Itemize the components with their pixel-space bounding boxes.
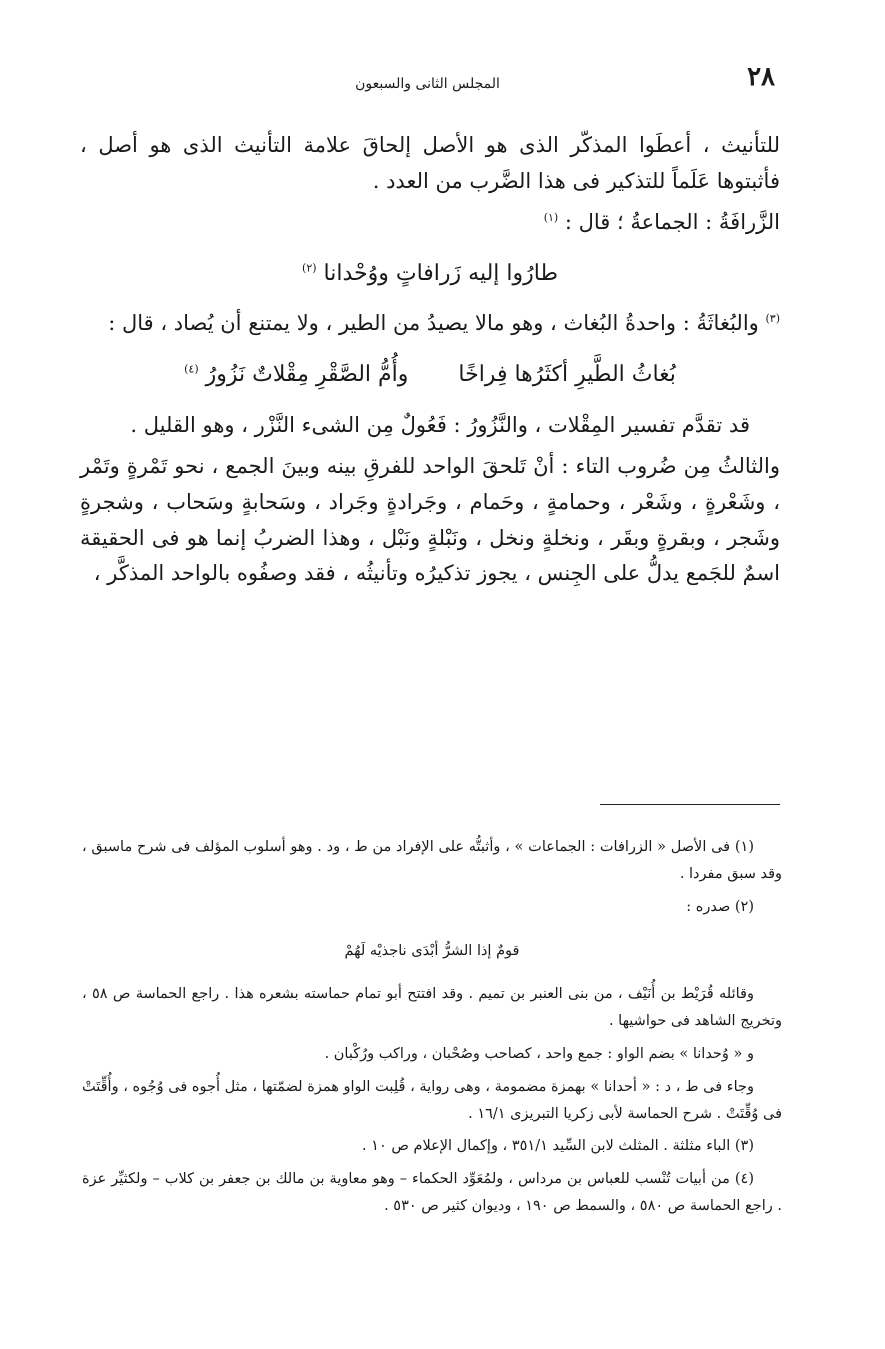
footnote-marker-4: (٤) — [184, 362, 199, 376]
page-header — [80, 62, 775, 102]
paragraph-3-text: والبُغاثَةُ : واحدةُ البُغاث ، وهو مالا يصيدُ من الطير ، ولا يمتنع أن يُصاد ، قال : — [108, 311, 759, 336]
paragraph-5: والثالثُ مِن ضُروب التاء : أنْ تَلحقَ الواحد للفرقِ بينه وبينَ الجمع ، نحو تَمْرةٍ وتَمْر ، وشَعْرةٍ ، وشَعْر ، وحمامةٍ ، وحَمام ، وجَرادةٍ وجَراد ، وسَحابةٍ وسَحاب ، وشجرةٍ وشَجر ، وبقرةٍ وبقَر ، ونخلةٍ ونخل ، ونَبْلةٍ ونَبْل ، وهذا الضربُ إنما هو فى الحقيقة اسمٌ للجَمع يدلُّ على الجِنس ، يجوز تذكيرُه وتأنيثُه ، فقد وصفُوه بالواحد المذكَّر ، — [80, 454, 780, 586]
paragraph-1: للتأنيث ، أعطَوا المذكّر الذى هو الأصل إلحاقَ علامة التأنيث الذى هو أصل ، فأثبتوها عَلَماً للتذكير فى هذا الضَّرب من العدد . — [80, 133, 780, 193]
footnote-separator — [600, 804, 780, 805]
footnote-2-note-1: وقائله قُرَيْط بن أُنَيْف ، من بنى العنبر بن تميم . وقد افتتح أبو تمام حماسته بشعره هذا . راجع الحماسة ص ٥٨ ، وتخريج الشاهد فى حواشيها . — [82, 986, 782, 1030]
running-title: المجلس الثانى والسبعون — [355, 76, 500, 92]
footnote-4: (٤) من أبيات تُنْسب للعباس بن مرداس ، ولمُعَوِّد الحكماء – وهو معاوية بن مالك بن جعفر بن كلاب – ولكثيِّر عزة . راجع الحماسة ص ٥٨٠ ، والسمط ص ١٩٠ ، وديوان كثير ص ٥٣٠ . — [82, 1171, 782, 1214]
footnote-2: (٢) صدره : — [686, 898, 754, 915]
paragraph-2 — [80, 205, 780, 241]
footnotes — [82, 834, 782, 1226]
footnote-2-note-2: و « وُحدانا » بضم الواو : جمع واحد ، كصاحب وصُحْبان ، وراكب ورُكْبان . — [324, 1045, 754, 1062]
verse-1-text: طارُوا إليه زَرافاتٍ ووُحْدانا — [323, 261, 558, 287]
footnote-1: (١) فى الأصل « الزرافات : الجماعات » ، وأثبتُّه على الإفراد من ط ، ود . وهو أسلوب المؤلف فى شرح ماسبق ، وقد سبق مفردا . — [82, 839, 782, 882]
page-number: ٢٨ — [747, 62, 775, 92]
verse-2-second-hemistich-text: وأُمُّ الصَّقْرِ مِقْلاتٌ نَزُورُ — [205, 362, 409, 388]
footnote-3: (٣) الباء مثلثة . المثلث لابن السِّيد ٣٥١/١ ، وإكمال الإعلام ص ١٠ . — [361, 1138, 754, 1155]
paragraph-2-text: الزَّرافَةُ : الجماعةُ ؛ قال : — [564, 210, 780, 235]
verse-2 — [80, 356, 780, 393]
main-text — [80, 128, 780, 598]
footnote-2-note-3: وجاء فى ط ، د : « أحدانا » بهمزة مضمومة ، وهى رواية ، قُلِبت الواو همزة لضمّتها ، مثل أُجوه فى وُجُوه ، وأُقِّتَتْ فى وُقِّتَتْ . شرح الحماسة لأبى زكريا التبريزى ١٦/١ . — [82, 1078, 782, 1122]
verse-1 — [80, 255, 780, 292]
verse-2-second-hemistich — [184, 356, 408, 393]
footnote-2-verse: قومٌ إذا الشرُّ أبْدَى ناجذيْه لَهُمْ — [344, 943, 520, 960]
verse-2-first-hemistich: بُغاثُ الطَّيرِ أكثَرُها فِراخًا — [458, 362, 676, 388]
footnote-marker-1: (١) — [543, 211, 559, 225]
footnote-marker-3: (٣) — [765, 312, 780, 326]
paragraph-3 — [80, 306, 780, 342]
paragraph-4: قد تقدَّم تفسير المِقْلات ، والنَّزُورُ : فَعُولٌ مِن الشىء النَّزْر ، وهو القليل . — [130, 412, 750, 437]
footnote-marker-2: (٢) — [302, 261, 317, 275]
